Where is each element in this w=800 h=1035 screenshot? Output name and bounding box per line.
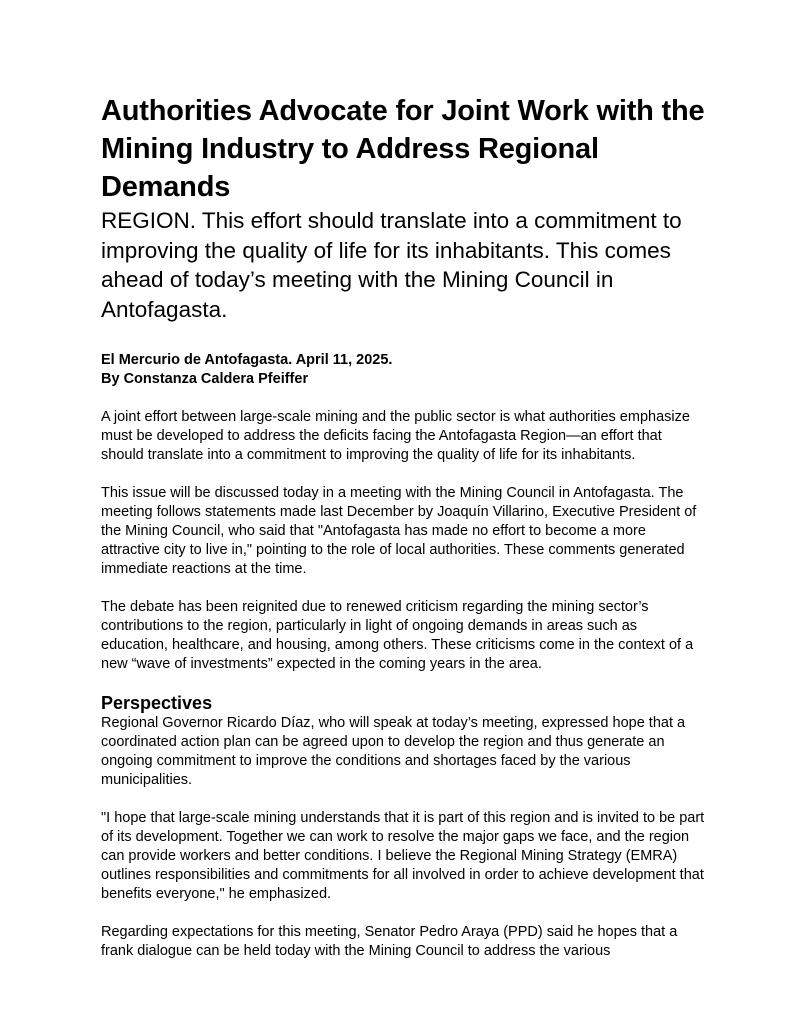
byline: By Constanza Caldera Pfeiffer <box>101 371 309 387</box>
article-page <box>101 92 706 961</box>
body-paragraph: The debate has been reignited due to renewed criticism regarding the mining sector’s contributions to the region, particularly in light of ongoing demands in areas such as education, healthcare, and housing, among others. These criticisms come in the context of a new “wave of investments” expected in the coming years in the area. <box>101 599 694 672</box>
body-paragraph: A joint effort between large-scale mining and the public sector is what authorities emphasize must be developed to address the deficits facing the Antofagasta Region—an effort that should translate into a commitment to improving the quality of life for its inhabitants. <box>101 409 690 463</box>
body-paragraph: This issue will be discussed today in a meeting with the Mining Council in Antofagasta. The meeting follows statements made last December by Joaquín Villarino, Executive President of the Mining Council, who said that "Antofagasta has made no effort to become a more attractive city to live in," pointing to the role of local authorities. These comments generated immediate reactions at the time. <box>101 485 697 577</box>
section-heading: Perspectives <box>101 693 213 713</box>
article-meta <box>101 351 706 389</box>
body-paragraph: Regarding expectations for this meeting, Senator Pedro Araya (PPD) said he hopes that a frank dialogue can be held today with the Mining Council to address the various <box>101 924 678 959</box>
body-paragraph: "I hope that large-scale mining understands that it is part of this region and is invited to be part of its development. Together we can work to resolve the major gaps we face, and the region can provide workers and better conditions. I believe the Regional Mining Strategy (EMRA) outlines responsibilities and commitments for all involved in order to achieve development that benefits everyone," he emphasized. <box>101 810 705 902</box>
body-paragraph: Regional Governor Ricardo Díaz, who will speak at today’s meeting, expressed hope that a coordinated action plan can be agreed upon to develop the region and thus generate an ongoing commitment to improve the conditions and shortages faced by the various municipalities. <box>101 715 686 788</box>
article-subtitle: REGION. This effort should translate into a commitment to improving the quality of life for its inhabitants. This comes ahead of today’s meeting with the Mining Council in Antofagasta. <box>101 208 682 322</box>
article-title: Authorities Advocate for Joint Work with the Mining Industry to Address Regional Demands <box>101 95 705 203</box>
source-line: El Mercurio de Antofagasta. April 11, 2025. <box>101 352 393 368</box>
